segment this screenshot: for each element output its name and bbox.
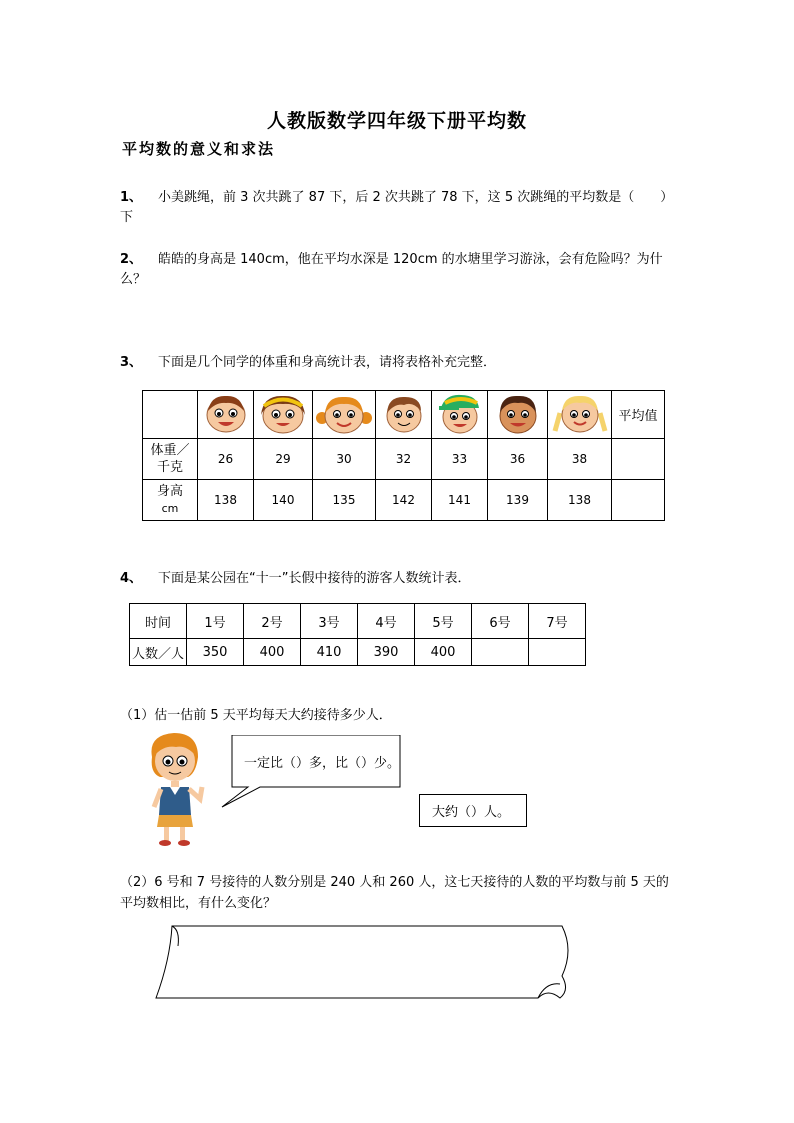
row-label-cell: 人数／人 (130, 639, 187, 666)
answer-scroll-area[interactable] (150, 920, 574, 1004)
height-average-blank[interactable] (612, 480, 665, 521)
subquestion-2: （2）6 号和 7 号接待的人数分别是 240 人和 260 人，这七天接待的人数的平均数与前 5 天的平均数相比，有什么变化？ (120, 875, 669, 911)
boy-cap-face-icon (435, 391, 485, 435)
question-text: 下面是某公园在“十一”长假中接待的游客人数统计表． (158, 571, 471, 586)
speech-bubble-estimate: 一定比（）多，比（）少。 (244, 755, 401, 771)
page-title: 人教版数学四年级下册平均数 (266, 110, 527, 132)
weight-cell: 30 (313, 439, 376, 480)
weight-cell: 32 (376, 439, 432, 480)
weight-average-blank[interactable] (612, 439, 665, 480)
height-cell: 138 (198, 480, 254, 521)
question-4 (120, 569, 680, 589)
girl-headband-face-icon (256, 391, 310, 435)
header-cell: 5号 (415, 604, 472, 639)
value-cell: 350 (187, 639, 244, 666)
header-cell: 6号 (472, 604, 529, 639)
student-face-cell (198, 391, 254, 439)
boy-dark-face-icon (492, 391, 544, 435)
empty-corner-cell (143, 391, 198, 439)
question-text: 小美跳绳，前 3 次共跳了 87 下，后 2 次共跳了 78 下，这 5 次跳绳的平均数是（ ）下 (120, 190, 674, 225)
boy-face-icon (201, 391, 251, 435)
student-face-cell (432, 391, 488, 439)
weight-cell: 38 (548, 439, 612, 480)
question-3 (120, 353, 680, 373)
average-header: 平均值 (612, 391, 665, 439)
header-cell: 时间 (130, 604, 187, 639)
header-cell: 3号 (301, 604, 358, 639)
student-face-cell (548, 391, 612, 439)
header-cell: 4号 (358, 604, 415, 639)
question-text: 下面是几个同学的体重和身高统计表，请将表格补充完整． (158, 355, 497, 370)
height-label-line: 身高 (156, 484, 183, 499)
height-row-label (143, 480, 198, 521)
boy-brown-face-icon (380, 391, 428, 435)
height-cell: 135 (313, 480, 376, 521)
value-cell: 400 (244, 639, 301, 666)
weight-cell: 36 (488, 439, 548, 480)
header-cell: 7号 (529, 604, 586, 639)
girl-pigtails-face-icon (315, 391, 373, 435)
student-face-cell (488, 391, 548, 439)
student-face-cell (313, 391, 376, 439)
section-subtitle: 平均数的意义和求法 (122, 140, 276, 158)
header-cell: 1号 (187, 604, 244, 639)
student-face-cell (376, 391, 432, 439)
visitor-count-table (129, 603, 586, 666)
weight-row-label (143, 439, 198, 480)
weight-unit-line: 千克 (156, 460, 183, 475)
girl-blonde-braids-face-icon (551, 391, 609, 435)
question-2 (120, 250, 680, 290)
height-unit-line: cm (161, 502, 179, 515)
subquestion-1: （1）估一估前 5 天平均每天大约接待多少人． (120, 708, 392, 723)
height-cell: 138 (548, 480, 612, 521)
height-cell: 142 (376, 480, 432, 521)
question-number: 3、 (120, 355, 143, 370)
weight-cell: 26 (198, 439, 254, 480)
question-1 (120, 188, 680, 228)
question-number: 2、 (120, 252, 143, 267)
weight-height-table (142, 390, 665, 521)
weight-cell: 29 (254, 439, 313, 480)
value-cell: 400 (415, 639, 472, 666)
student-face-cell (254, 391, 313, 439)
height-cell: 141 (432, 480, 488, 521)
height-cell: 140 (254, 480, 313, 521)
question-text: 皓皓的身高是 140cm，他在平均水深是 120cm 的水塘里学习游泳，会有危险吗？为什么？ (120, 252, 663, 287)
question-number: 4、 (120, 571, 143, 586)
weight-cell: 33 (432, 439, 488, 480)
blank-value-cell[interactable] (529, 639, 586, 666)
height-cell: 139 (488, 480, 548, 521)
blank-value-cell[interactable] (472, 639, 529, 666)
answer-box-approx: 大约（）人。 (419, 794, 527, 827)
cartoon-girl-icon (140, 727, 210, 849)
weight-label-line: 体重／ (150, 443, 190, 458)
value-cell: 390 (358, 639, 415, 666)
question-number: 1、 (120, 190, 143, 205)
value-cell: 410 (301, 639, 358, 666)
header-cell: 2号 (244, 604, 301, 639)
